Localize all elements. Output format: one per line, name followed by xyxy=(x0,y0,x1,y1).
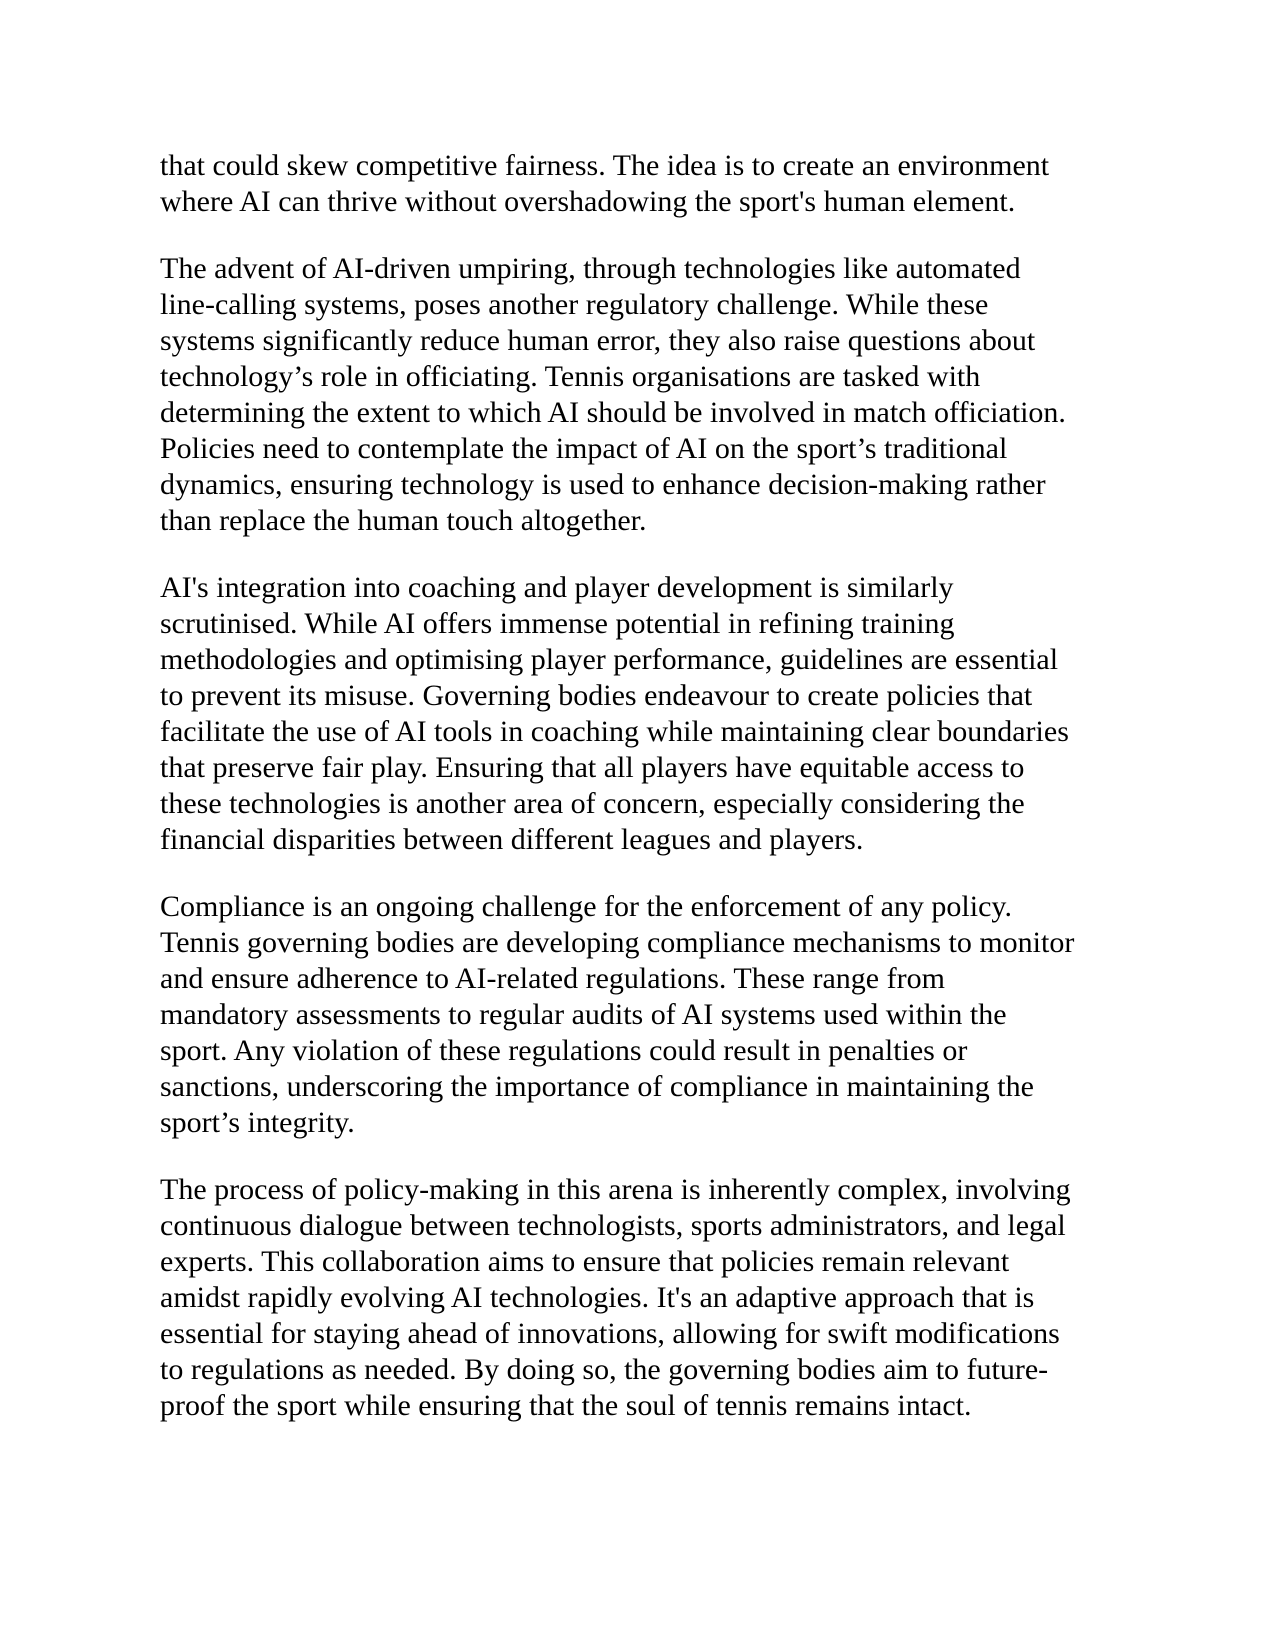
text-line: that preserve fair play. Ensuring that all players have equitable access to xyxy=(160,751,1025,784)
text-line: than replace the human touch altogether. xyxy=(160,504,647,537)
text-line: AI's integration into coaching and player development is similarly xyxy=(160,571,954,604)
text-line: facilitate the use of AI tools in coaching while maintaining clear boundaries xyxy=(160,715,1069,748)
paragraph-1 xyxy=(160,148,1120,220)
text-line: methodologies and optimising player performance, guidelines are essential xyxy=(160,643,1059,676)
text-line: line-calling systems, poses another regulatory challenge. While these xyxy=(160,288,989,321)
text-line: Compliance is an ongoing challenge for the enforcement of any policy. xyxy=(160,890,1012,923)
text-line: mandatory assessments to regular audits of AI systems used within the xyxy=(160,998,1007,1031)
text-line: to regulations as needed. By doing so, the governing bodies aim to future- xyxy=(160,1353,1049,1386)
text-line: scrutinised. While AI offers immense potential in refining training xyxy=(160,607,955,640)
document-body xyxy=(160,148,1120,1455)
text-line: and ensure adherence to AI-related regulations. These range from xyxy=(160,962,945,995)
text-line: where AI can thrive without overshadowing the sport's human element. xyxy=(160,185,1016,218)
text-line: dynamics, ensuring technology is used to enhance decision-making rather xyxy=(160,468,1046,501)
text-line: systems significantly reduce human error, they also raise questions about xyxy=(160,324,1036,357)
paragraph-5 xyxy=(160,1172,1120,1424)
text-line: these technologies is another area of concern, especially considering the xyxy=(160,787,1025,820)
text-line: continuous dialogue between technologists, sports administrators, and legal xyxy=(160,1209,1066,1242)
paragraph-4 xyxy=(160,889,1120,1141)
text-line: technology’s role in officiating. Tennis organisations are tasked with xyxy=(160,360,981,393)
text-line: experts. This collaboration aims to ensure that policies remain relevant xyxy=(160,1245,1010,1278)
text-line: Tennis governing bodies are developing compliance mechanisms to monitor xyxy=(160,926,1075,959)
text-line: to prevent its misuse. Governing bodies endeavour to create policies that xyxy=(160,679,1033,712)
text-line: essential for staying ahead of innovations, allowing for swift modifications xyxy=(160,1317,1060,1350)
text-line: sanctions, underscoring the importance of compliance in maintaining the xyxy=(160,1070,1034,1103)
paragraph-2 xyxy=(160,251,1120,539)
text-line: sport’s integrity. xyxy=(160,1106,355,1139)
text-line: The advent of AI-driven umpiring, through technologies like automated xyxy=(160,252,1021,285)
text-line: determining the extent to which AI should be involved in match officiation. xyxy=(160,396,1066,429)
paragraph-3 xyxy=(160,570,1120,858)
text-line: amidst rapidly evolving AI technologies. It's an adaptive approach that is xyxy=(160,1281,1035,1314)
text-line: proof the sport while ensuring that the soul of tennis remains intact. xyxy=(160,1389,972,1422)
text-line: Policies need to contemplate the impact of AI on the sport’s traditional xyxy=(160,432,1008,465)
text-line: financial disparities between different leagues and players. xyxy=(160,823,864,856)
text-line: that could skew competitive fairness. The idea is to create an environment xyxy=(160,149,1050,182)
text-line: The process of policy-making in this arena is inherently complex, involving xyxy=(160,1173,1071,1206)
text-line: sport. Any violation of these regulations could result in penalties or xyxy=(160,1034,968,1067)
